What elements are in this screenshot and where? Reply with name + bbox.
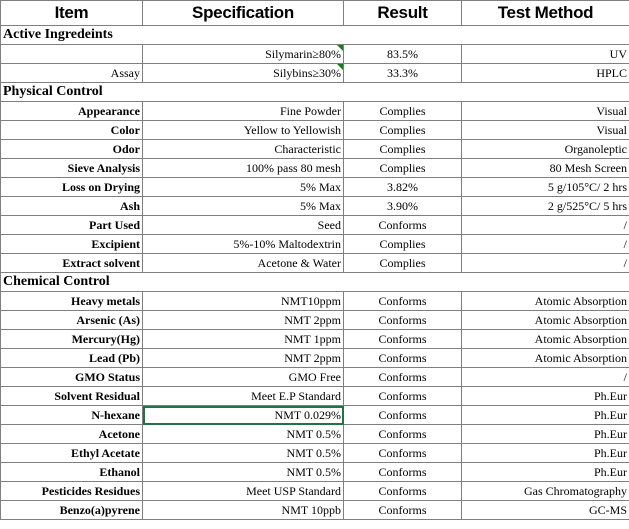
header-row	[1, 1, 629, 26]
cell-specification[interactable]: NMT 2ppm	[143, 349, 344, 368]
table-row	[1, 45, 629, 64]
cell-result[interactable]: 33.3%	[344, 64, 462, 83]
cell-specification-selected[interactable]: NMT 0.029%	[143, 406, 344, 425]
table-row	[1, 387, 629, 406]
cell-result[interactable]: Conforms	[344, 444, 462, 463]
cell-test-method[interactable]: Atomic Absorption	[462, 292, 629, 311]
cell-specification[interactable]: Meet USP Standard	[143, 482, 344, 501]
table-row	[1, 501, 629, 520]
table-row	[1, 121, 629, 140]
cell-test-method[interactable]: Ph.Eur	[462, 444, 629, 463]
header-item[interactable]: Item	[1, 1, 143, 26]
cell-specification[interactable]: Silymarin≥80%	[143, 45, 344, 64]
table-row	[1, 463, 629, 482]
cell-test-method[interactable]: Gas Chromatography	[462, 482, 629, 501]
table-row	[1, 444, 629, 463]
cell-specification[interactable]: GMO Free	[143, 368, 344, 387]
cell-item[interactable]: Excipient	[1, 235, 143, 254]
cell-result[interactable]: Complies	[344, 121, 462, 140]
cell-result[interactable]: Conforms	[344, 387, 462, 406]
cell-result[interactable]: 3.90%	[344, 197, 462, 216]
cell-specification[interactable]: Fine Powder	[143, 102, 344, 121]
cell-specification[interactable]: NMT 0.5%	[143, 444, 344, 463]
section-active-ingredients[interactable]: Active Ingredeints	[1, 26, 629, 45]
cell-test-method[interactable]: /	[462, 254, 629, 273]
cell-item[interactable]: Arsenic (As)	[1, 311, 143, 330]
cell-specification[interactable]: Silybins≥30%	[143, 64, 344, 83]
table-row	[1, 311, 629, 330]
cell-result[interactable]: 83.5%	[344, 45, 462, 64]
cell-specification[interactable]: 5%-10% Maltodextrin	[143, 235, 344, 254]
cell-specification[interactable]: NMT 1ppm	[143, 330, 344, 349]
cell-test-method[interactable]: /	[462, 368, 629, 387]
table-row	[1, 292, 629, 311]
cell-test-method[interactable]: 5 g/105°C/ 2 hrs	[462, 178, 629, 197]
cell-result[interactable]: Conforms	[344, 425, 462, 444]
cell-item[interactable]: Part Used	[1, 216, 143, 235]
cell-test-method[interactable]: Ph.Eur	[462, 463, 629, 482]
table-row	[1, 178, 629, 197]
cell-result[interactable]: 3.82%	[344, 178, 462, 197]
cell-item[interactable]: Ash	[1, 197, 143, 216]
section-row-physical	[1, 83, 629, 102]
cell-item[interactable]: Benzo(a)pyrene	[1, 501, 143, 520]
cell-result[interactable]: Conforms	[344, 216, 462, 235]
table-row	[1, 216, 629, 235]
section-physical-control[interactable]: Physical Control	[1, 83, 629, 102]
header-test-method[interactable]: Test Method	[462, 1, 629, 26]
cell-test-method[interactable]: 80 Mesh Screen	[462, 159, 629, 178]
cell-item[interactable]: Odor	[1, 140, 143, 159]
cell-item[interactable]: Mercury(Hg)	[1, 330, 143, 349]
cell-item[interactable]: GMO Status	[1, 368, 143, 387]
cell-test-method[interactable]: Ph.Eur	[462, 406, 629, 425]
cell-result[interactable]: Conforms	[344, 501, 462, 520]
cell-result[interactable]: Conforms	[344, 406, 462, 425]
cell-test-method[interactable]: /	[462, 216, 629, 235]
cell-specification[interactable]: NMT10ppm	[143, 292, 344, 311]
cell-test-method[interactable]: GC-MS	[462, 501, 629, 520]
cell-item[interactable]: Color	[1, 121, 143, 140]
cell-test-method[interactable]: HPLC	[462, 64, 629, 83]
header-result[interactable]: Result	[344, 1, 462, 26]
cell-item[interactable]: Lead (Pb)	[1, 349, 143, 368]
cell-item[interactable]: Appearance	[1, 102, 143, 121]
cell-test-method[interactable]: Atomic Absorption	[462, 311, 629, 330]
cell-item[interactable]: Sieve Analysis	[1, 159, 143, 178]
cell-item[interactable]: Loss on Drying	[1, 178, 143, 197]
cell-item[interactable]: Ethanol	[1, 463, 143, 482]
section-chemical-control[interactable]: Chemical Control	[1, 273, 629, 292]
cell-test-method[interactable]: Visual	[462, 121, 629, 140]
table-row	[1, 235, 629, 254]
cell-specification[interactable]: Seed	[143, 216, 344, 235]
cell-test-method[interactable]: Ph.Eur	[462, 387, 629, 406]
cell-specification[interactable]: Acetone & Water	[143, 254, 344, 273]
table-row	[1, 140, 629, 159]
cell-specification[interactable]: Characteristic	[143, 140, 344, 159]
table-row	[1, 64, 629, 83]
cell-result[interactable]: Complies	[344, 102, 462, 121]
cell-item[interactable]: Heavy metals	[1, 292, 143, 311]
cell-result[interactable]: Complies	[344, 254, 462, 273]
cell-item[interactable]: Assay	[1, 64, 143, 83]
cell-test-method[interactable]: Ph.Eur	[462, 425, 629, 444]
cell-result[interactable]: Conforms	[344, 349, 462, 368]
cell-item[interactable]: Pesticides Residues	[1, 482, 143, 501]
cell-specification[interactable]: NMT 0.5%	[143, 463, 344, 482]
cell-specification[interactable]: 5% Max	[143, 197, 344, 216]
cell-specification[interactable]: NMT 0.5%	[143, 425, 344, 444]
cell-test-method[interactable]: Atomic Absorption	[462, 330, 629, 349]
cell-test-method[interactable]: UV	[462, 45, 629, 64]
table-row	[1, 330, 629, 349]
section-row-active	[1, 26, 629, 45]
cell-specification[interactable]: 5% Max	[143, 178, 344, 197]
cell-result[interactable]: Complies	[344, 140, 462, 159]
cell-item[interactable]: Solvent Residual	[1, 387, 143, 406]
cell-item[interactable]	[1, 45, 143, 64]
cell-result[interactable]: Conforms	[344, 368, 462, 387]
cell-specification[interactable]: NMT 2ppm	[143, 311, 344, 330]
header-specification[interactable]: Specification	[143, 1, 344, 26]
table-row	[1, 425, 629, 444]
cell-result[interactable]: Complies	[344, 235, 462, 254]
cell-test-method[interactable]: 2 g/525°C/ 5 hrs	[462, 197, 629, 216]
cell-item[interactable]: Acetone	[1, 425, 143, 444]
table-row	[1, 254, 629, 273]
cell-test-method[interactable]: Atomic Absorption	[462, 349, 629, 368]
cell-test-method[interactable]: Visual	[462, 102, 629, 121]
cell-test-method[interactable]: /	[462, 235, 629, 254]
cell-result[interactable]: Conforms	[344, 463, 462, 482]
cell-result[interactable]: Conforms	[344, 292, 462, 311]
cell-result[interactable]: Conforms	[344, 482, 462, 501]
table-row	[1, 406, 629, 425]
cell-specification[interactable]: NMT 10ppb	[143, 501, 344, 520]
cell-specification[interactable]: 100% pass 80 mesh	[143, 159, 344, 178]
cell-result[interactable]: Complies	[344, 159, 462, 178]
table-row	[1, 482, 629, 501]
cell-item[interactable]: N-hexane	[1, 406, 143, 425]
table-row	[1, 102, 629, 121]
table-row	[1, 349, 629, 368]
cell-result[interactable]: Conforms	[344, 311, 462, 330]
table-row	[1, 368, 629, 387]
table-row	[1, 197, 629, 216]
cell-test-method[interactable]: Organoleptic	[462, 140, 629, 159]
table-row	[1, 159, 629, 178]
cell-item[interactable]: Ethyl Acetate	[1, 444, 143, 463]
cell-result[interactable]: Conforms	[344, 330, 462, 349]
cell-specification[interactable]: Meet E.P Standard	[143, 387, 344, 406]
cell-item[interactable]: Extract solvent	[1, 254, 143, 273]
section-row-chemical	[1, 273, 629, 292]
cell-specification[interactable]: Yellow to Yellowish	[143, 121, 344, 140]
